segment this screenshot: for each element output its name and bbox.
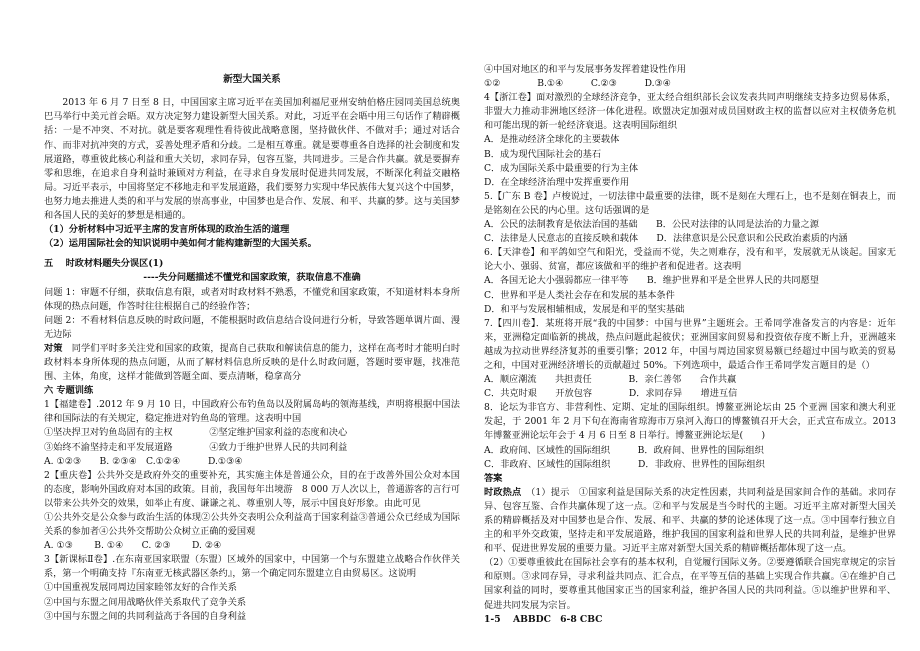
exercise-8: 8．论坛为非官方、非营利性、定期、定址的国际组织。博鳌亚洲论坛由 25 个亚洲 国家和澳大利亚发起，于 2001 年 2 月下旬在海南省琼海市万泉河入海口的博鳌镇召开大会，正式宣布成立。2013 年博鳌亚洲论坛年会于 4 月 6 日至 8 日举行。博鳌亚洲论坛是( ) xyxy=(484,402,896,442)
section-5-subheading: ----失分问题描述不懂党和国家政策，获取信息不准确 xyxy=(143,272,361,284)
problem-2: 问题 2：不看材料信息反映的时政问题，不能根据时政信息结合设问进行分析，导致答题单调片面、漫无边际 xyxy=(44,314,460,340)
exercise-2-option: ①公共外交是公众参与政治生活的体现②公共外交表明公众利益高于国家利益③普通公众已经成为国际关系的参加者④公共外交帮助公众树立正确的爱国观 xyxy=(44,512,460,538)
exercise-7-option: C．共克时艰 开放包容 D．求同存异 增进互信 xyxy=(484,388,738,400)
intro-paragraph: 2013 年 6 月 7 日至 8 日，中国国家主席习近平在美国加利福尼亚州安纳伯格庄园同美国总统奥巴马举行中美元首会晤。双方决定努力建设新型大国关系。对此，习近平在会晤中用三句话作了精辟概括：一是不冲突、不对抗。就是要客观理性看待彼此战略意图，坚持做伙伴、不做对手；通过对话合作、而非对抗冲突的方式，妥善处理矛盾和分歧。二是相互尊重。就是要尊重各自选择的社会制度和发展道路，尊重彼此核心利益和重大关切，求同存异，包容互鉴，共同进步。三是合作共赢。就是要摒弃零和思维，在追求自身利益时兼顾对方利益，在寻求自身发展时促进共同发展，不断深化利益交融格局。习近平表示，中国将坚定不移地走和平发展道路，我们要努力实现中华民族伟大复兴这个中国梦，也努力地去推进人类的和平与发展的崇高事业，中国梦也是合作、发展、和平、共赢的梦。这与美国梦和各国人民的美好的梦想是相通的。 xyxy=(44,97,460,222)
exercise-6-option: D．和平与发展相辅相成，发展是和平的坚实基础 xyxy=(484,303,685,315)
exercise-5: 5.【广东 B 卷】卢梭说过，一切法律中最重要的法律，既不是刻在大理石上，也不是刻在铜表上，而是铭刻在公民的内心里。这句话强调的是 xyxy=(484,190,896,216)
exercise-1-choices: A. ①②③ B. ②③④ C.①②④ D.①③④ xyxy=(44,455,243,467)
answer-text-1: （1）提示 ①国家利益是国际关系的决定性因素，共同利益是国家间合作的基础。求同存异、包容互鉴、合作共赢体现了这一点。②和平与发展是当今时代的主题。习近平主席对新型大国关系的精辟概括及对中国梦也是合作、发展、和平、共赢的梦的论述体现了这一点。③中国奉行独立自主的和平外交政策，坚持走和平发展道路，维护我国的国家利益和世界人民的共同利益，是维护世界和平、促进世界发展的重要力量。习近平主席对新型大国关系的精辟概括都体现了这一点。 xyxy=(484,486,897,555)
section-6-heading: 六 专题训练 xyxy=(44,385,94,397)
answer-heading: 答案 xyxy=(484,472,503,484)
exercise-6-option: A．各国无论大小强弱都应一律平等 B．维护世界和平是全世界人民的共同愿望 xyxy=(484,275,819,287)
exercise-8-option: C．非政府、区域性的国际组织 D．非政府、世界性的国际组织 xyxy=(484,458,765,470)
question-1: （1）分析材料中习近平主席的发言所体现的政治生活的道理 xyxy=(44,224,290,236)
answer-keys: 1-5 ABBDC 6-8 CBC xyxy=(484,613,603,625)
hot-topic-label: 时政热点 xyxy=(484,486,522,498)
exercise-1: 1【福建卷】.2012 年 9 月 10 日，中国政府公布钓鱼岛以及附属岛屿的领海基线，声明将根据中国法律和国际法的有关规定，稳定推进对钓鱼岛的管理。这表明中国 xyxy=(44,399,460,425)
exercise-4: 4【浙江卷】面对激烈的全球经济竞争，亚太经合组织部长会议发表共同声明继续支持多边贸易体系，非盟大力推动非洲地区经济一体化进程。欧盟决定加强对成员国财政主权的监督以应对主权债务危机和可能出现的新一轮经济衰退。这表明国际组织 xyxy=(484,92,896,132)
exercise-8-option: A．政府间、区域性的国际组织 B．政府间、世界性的国际组织 xyxy=(484,444,764,456)
answer-paragraph-2: （2）①要尊重彼此在国际社会享有的基本权利，自觉履行国际义务。②要遵循联合国宪章规定的宗旨和原则。③求同存异，寻求利益共同点、汇合点，在平等互信的基础上实现合作共赢。④在维护自己国家利益的同时，要尊重其他国家正当的国家利益，维护各国人民的共同利益。⑤以维护世界和平、促进共同发展为宗旨。 xyxy=(484,557,896,611)
exercise-4-option: B．成为现代国际社会的基石 xyxy=(484,148,602,160)
question-2: （2）运用国际社会的知识说明中美如何才能构建新型的大国关系。 xyxy=(44,238,317,250)
right-column xyxy=(484,63,896,627)
exercise-1-option: ①坚决捍卫对钓鱼岛固有的主权 ②坚定维护国家利益的态度和决心 xyxy=(44,427,348,439)
exercise-3-option: ③中国与东盟之间的共同利益高于各国的自身利益 xyxy=(44,610,247,622)
exercise-5-option: A．公民的法制教育是依法治国的基础 B．公民对法律的认同是法治的力量之源 xyxy=(484,219,819,231)
problem-1: 问题 1：审题不仔细，获取信息有限，或者对时政材料不熟悉，不懂党和国家政策，不知道材料本身所体现的热点问题，作答时往往根据自己的经验作答； xyxy=(44,286,460,312)
left-column xyxy=(44,63,460,624)
exercise-2: 2【重庆卷】公共外交是政府外交的重要补充，其实施主体是普通公众，目的在于改善外国公众对本国的态度，影响外国政府对本国的政策。目前，我国每年出境游 8 000 万人次以上，普通游客的言行可以带来公共外交的效果，如举止有度、谦谦之礼、尊重别人等，展示中国良好形象。由此可见 xyxy=(44,469,460,509)
exercise-3-choices: ①② B.①④ C.②③ D.③④ xyxy=(484,78,672,90)
exercise-6: 6.【天津卷】和平鸽如空气和阳光，受益而不觉，失之则难存，没有和平，发展就无从谈起。国家无论大小、强弱、贫富，都应该做和平的维护者和促进者。这表明 xyxy=(484,247,896,273)
exercise-7-option: A．顺应潮流 共担责任 B．亲仁善邻 合作共赢 xyxy=(484,374,737,386)
exercise-4-option: A．是推动经济全球化的主要载体 xyxy=(484,134,620,146)
exercise-4-option: C．成为国际关系中最重要的行为主体 xyxy=(484,162,639,174)
exercise-3-option: ①中国重视发展同周边国家睦邻友好的合作关系 xyxy=(44,582,237,594)
exercise-5-option: C．法律是人民意志的直接反映和载体 D．法律意识是公民意识和公民政治素质的内涵 xyxy=(484,233,848,245)
exercise-2-choices: A. ①③ B. ①④ C. ②③ D. ②④ xyxy=(44,540,222,552)
exercise-3: 3【新课标Ⅱ卷】.在东南亚国家联盟（东盟）区域外的国家中，中国第一个与东盟建立战略合作伙伴关系，第一个明确支持『东南亚无核武器区条约』，第一个确定同东盟建立自由贸易区。这说明 xyxy=(44,554,460,580)
exercise-3-option: ②中国与东盟之间用战略伙伴关系取代了竞争关系 xyxy=(44,596,247,608)
exercise-7: 7.【四川卷】．某班将开展“我的中国梦：中国与世界”主题班会。王希同学准备发言的内容是：近年来，亚洲稳定面临新的挑战，热点问题此起彼伏；亚洲国家间贸易和投资依存度不断上升，亚洲越来越成为拉动世界经济复苏的重要引擎；2012 年，中国与周边国家贸易额已经超过中国与欧美的贸易之和，中国对亚洲经济增长的贡献超过 50%。下列选项中，最适合作王希同学发言题目的是（） xyxy=(484,317,896,371)
exercise-3-option: ④中国对地区的和平与发展事务发挥着建设性作用 xyxy=(484,64,687,75)
strategy-label: 对策 xyxy=(44,342,63,354)
section-5-heading: 五 时政材料题失分误区(1) xyxy=(44,258,164,270)
article-title: 新型大国关系 xyxy=(223,73,281,85)
exercise-1-option: ③始终不渝坚持走和平发展道路 ④致力于维护世界人民的共同利益 xyxy=(44,441,348,453)
strategy-text: 同学们平时多关注党和国家的政策，提高自己获取和解读信息的能力，这样在高考时才能明白时政材料本身所体现的热点问题，从而了解材料信息所反映的是什么时政问题，答题时要审题，找准范围、主体，角度，这样才能做到答题全面、要点清晰，稳拿高分 xyxy=(44,342,461,383)
exercise-6-option: C．世界和平是人类社会存在和发展的基本条件 xyxy=(484,289,675,301)
strategy-paragraph xyxy=(44,342,460,384)
answer-paragraph-1 xyxy=(484,486,896,556)
exercise-4-option: D．在全球经济治理中发挥重要作用 xyxy=(484,176,630,188)
